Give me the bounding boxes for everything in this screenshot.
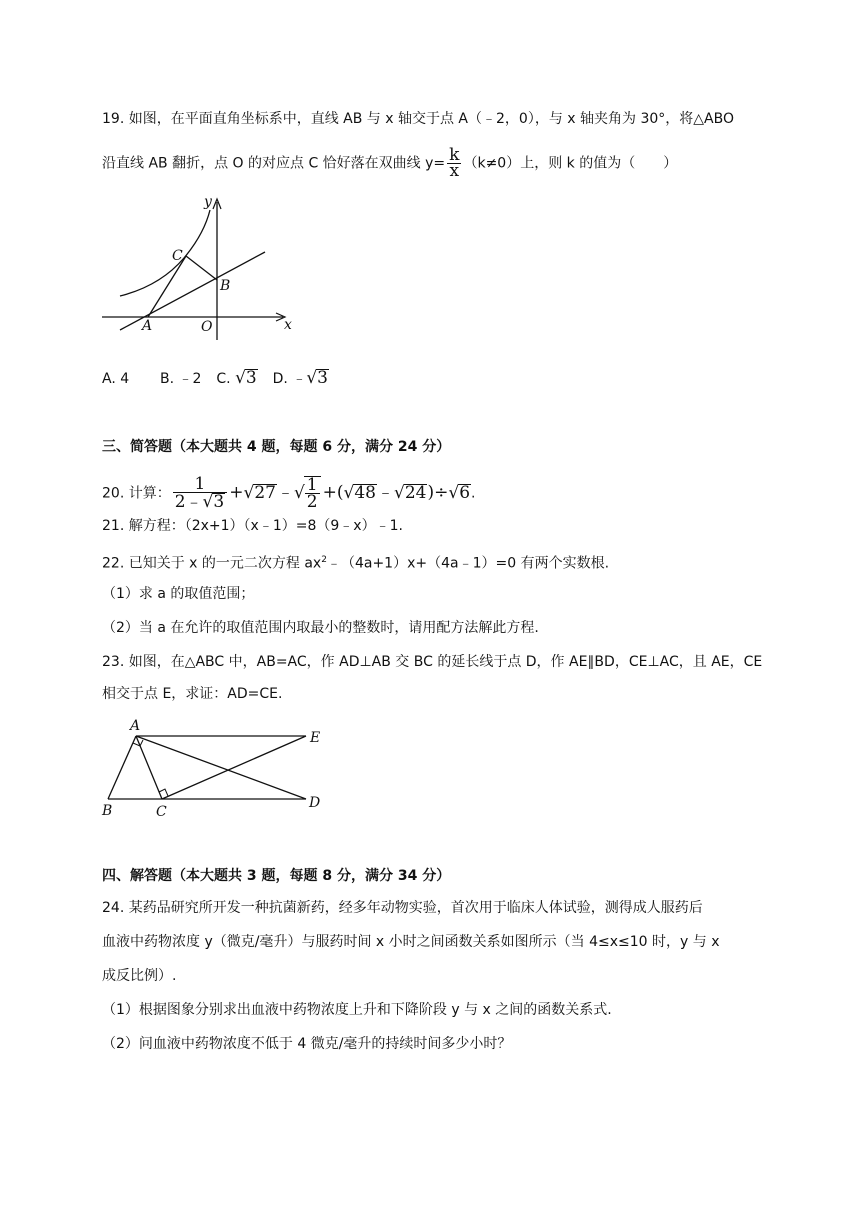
q22-line <box>102 550 609 574</box>
q20-plus1: + <box>229 482 244 503</box>
q22-text-start: 22. 已知关于 x 的一元二次方程 ax <box>102 555 322 572</box>
q23-segment-ad <box>136 736 306 799</box>
q21-text: 21. 解方程：（2x+1）（x﹣1）=8（9﹣x）﹣1. <box>102 518 403 534</box>
q19-option-b: B. ﹣2 <box>160 371 202 387</box>
q24-line2: 血液中药物浓度 y（微克/毫升）与服药时间 x 小时之间函数关系如图所示（当 4≤x≤10 时，y 与 x <box>102 934 720 950</box>
q24-part2: （2）问血液中药物浓度不低于 4 微克/毫升的持续时间多少小时？ <box>102 1036 512 1052</box>
q20-sqrt27: √27 <box>243 482 276 503</box>
q22-text-end: ﹣（4a+1）x+（4a﹣1）=0 有两个实数根. <box>326 555 610 572</box>
q19-option-c-radicand: 3 <box>245 368 257 388</box>
q20-frac1-den-radicand: 3 <box>213 492 225 512</box>
q20-close-div: )÷ <box>427 482 449 503</box>
q23-label-b: B <box>102 803 113 819</box>
q23-label-a: A <box>130 718 141 734</box>
q19-line2 <box>102 145 678 181</box>
q20-frac1-denominator: 2﹣√3 <box>174 492 225 512</box>
q22-superscript: 2 <box>321 555 327 565</box>
q19-label-a: A <box>142 318 153 334</box>
q19-label-o: O <box>201 319 213 335</box>
q19-label-y: y <box>204 194 212 210</box>
q20-radicand-24: 24 <box>404 482 427 503</box>
q20-plus2: +( <box>322 482 344 503</box>
q19-figure <box>100 190 300 350</box>
q24-line3: 成反比例）. <box>102 968 177 984</box>
q20-sqrt48: √48 <box>343 482 376 503</box>
q23-segment-ce <box>162 736 306 799</box>
q19-label-x: x <box>284 317 292 333</box>
q20-minus1: ﹣ <box>276 482 294 503</box>
q22-part2: （2）当 a 在允许的取值范围内取最小的整数时，请用配方法解此方程. <box>102 620 539 636</box>
q19-options <box>102 368 329 389</box>
q23-segment-ab <box>108 736 136 799</box>
q20-radicand-6: 6 <box>459 482 471 503</box>
q20-frac2-numerator: 1 <box>306 475 318 495</box>
q23-label-e: E <box>310 730 321 746</box>
q19-option-d-label: D. ﹣ <box>272 371 307 387</box>
q24-line1: 24. 某药品研究所开发一种抗菌新药，经多年动物实验，首次用于临床人体试验，测得成人服药后 <box>102 900 703 916</box>
q19-option-c-sqrt: √3 <box>235 368 257 388</box>
q19-label-b: B <box>220 278 231 294</box>
q22-part1: （1）求 a 的取值范围； <box>102 586 255 602</box>
q20-radicand-27: 27 <box>254 482 276 503</box>
q20-fraction2 <box>304 476 321 510</box>
q20-end: . <box>471 485 476 502</box>
q23-label-c: C <box>156 804 167 820</box>
q20-sqrt6: √6 <box>448 482 471 503</box>
section4-title: 四、解答题（本大题共 3 题，每题 8 分，满分 34 分） <box>102 868 451 884</box>
q23-line2: 相交于点 E，求证：AD=CE. <box>102 686 283 702</box>
q19-frac-numerator: k <box>449 145 460 165</box>
q20-line <box>102 476 476 510</box>
q23-label-d: D <box>309 795 321 811</box>
q20-frac1-den-text: 2﹣ <box>174 492 203 512</box>
q19-frac-denominator: x <box>449 161 460 181</box>
section3-title: 三、简答题（本大题共 4 题，每题 6 分，满分 24 分） <box>102 439 451 455</box>
q20-frac1-numerator: 1 <box>173 477 228 493</box>
q20-radicand-48: 48 <box>354 482 376 503</box>
q24-part1: （1）根据图象分别求出血液中药物浓度上升和下降阶段 y 与 x 之间的函数关系式. <box>102 1002 612 1018</box>
q19-line2-end: （k≠0）上，则 k 的值为（ ） <box>463 155 678 172</box>
q20-sqrt-frac: √ $\frac{1}{2}$ <box>294 483 323 503</box>
q20-label: 20. 计算： <box>102 485 171 502</box>
q23-figure <box>100 716 330 820</box>
q19-segment-cb <box>186 256 217 280</box>
q19-fraction <box>447 145 461 181</box>
q19-option-c-label: C. <box>216 371 231 387</box>
q19-label-c: C <box>172 248 183 264</box>
q19-line2-start: 沿直线 AB 翻折，点 O 的对应点 C 恰好落在双曲线 y= <box>102 155 446 172</box>
q19-option-d-sqrt: √3 <box>306 368 328 388</box>
q19-option-a: A. 4 <box>102 371 130 387</box>
q19-option-d-radicand: 3 <box>317 368 328 388</box>
q19-line1: 19. 如图，在平面直角坐标系中，直线 AB 与 x 轴交于点 A（﹣2，0），与 x 轴夹角为 30°，将△ABO <box>102 111 734 127</box>
q19-hyperbola <box>120 210 210 296</box>
q23-line1: 23. 如图，在△ABC 中，AB=AC，作 AD⊥AB 交 BC 的延长线于点 D，作 AE∥BD，CE⊥AC，且 AE，CE <box>102 654 763 670</box>
q20-minus2: ﹣ <box>377 482 394 503</box>
q20-fraction1 <box>173 474 228 512</box>
q20-sqrt24: √24 <box>394 482 427 503</box>
q20-frac2-denominator: 2 <box>306 492 318 512</box>
q19-segment-ac <box>148 256 186 317</box>
